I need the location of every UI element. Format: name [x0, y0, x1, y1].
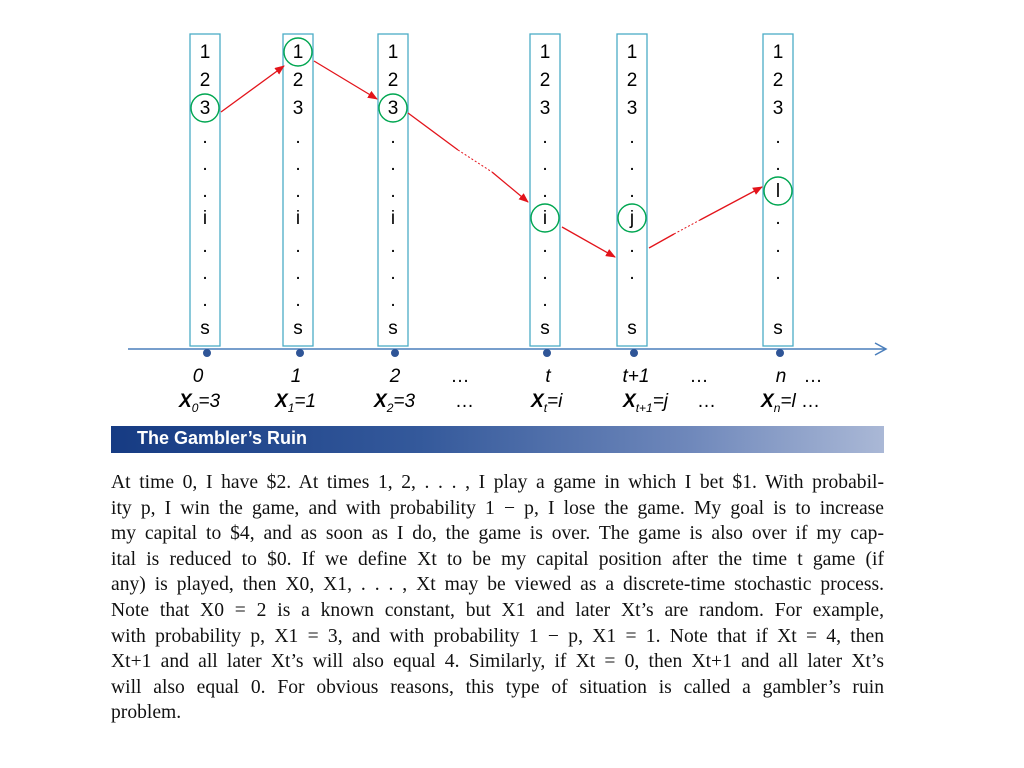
state-label: i: [390, 208, 396, 229]
x-label-t-plus-1: $X_{t+1}=j$: [623, 391, 669, 415]
state-label: .: [629, 154, 635, 175]
state-label: i: [542, 208, 548, 229]
state-label: 2: [292, 70, 304, 91]
paragraph-line: Note that X0 = 2 is a known constant, but X1 and later Xt’s are random. For example,: [111, 599, 884, 621]
x-label-0: $X_0=3$: [179, 391, 221, 415]
state-label: .: [542, 181, 548, 202]
state-label: 1: [292, 42, 304, 63]
state-label: .: [202, 236, 208, 257]
state-label: 2: [199, 70, 211, 91]
state-label: .: [295, 263, 301, 284]
time-label-t-plus-1: t+1: [622, 366, 650, 387]
paragraph-line: any) is played, then X0, X1, . . . , Xt may be viewed as a discrete-time stochastic process.: [111, 574, 884, 596]
time-ellipsis-2: …: [689, 366, 709, 387]
state-label: 2: [539, 70, 551, 91]
state-label: 3: [539, 98, 551, 119]
state-label: .: [542, 154, 548, 175]
state-label: .: [390, 154, 396, 175]
state-label: .: [390, 290, 396, 311]
state-label: 1: [387, 42, 399, 63]
x-label-2: $X_2=3$: [374, 391, 416, 415]
state-label: .: [775, 154, 781, 175]
time-label-n: n: [775, 366, 787, 387]
state-label: .: [390, 236, 396, 257]
state-label: s: [388, 318, 398, 339]
state-label: .: [390, 127, 396, 148]
state-label: 1: [772, 42, 784, 63]
time-label-t: t: [545, 366, 551, 387]
paragraph-line: ital is reduced to $0. If we define Xt to be my capital position after the time t game (if: [111, 548, 884, 570]
state-label: 1: [539, 42, 551, 63]
banner-title: The Gambler’s Ruin: [137, 428, 308, 448]
time-point-dot: [296, 349, 304, 357]
time-point-dot: [776, 349, 784, 357]
state-label: 1: [199, 42, 211, 63]
x-label-n: $X_n=l$: [761, 391, 796, 415]
state-label: .: [390, 181, 396, 202]
paragraph-line: Xt+1 and all later Xt’s will also equal 4. Similarly, if Xt = 0, then Xt+1 and all later Xt’s: [111, 651, 884, 673]
state-label: i: [295, 208, 301, 229]
state-label: 2: [626, 70, 638, 91]
x-ellipsis-3: …: [801, 391, 820, 412]
state-label: s: [540, 318, 550, 339]
state-label: .: [629, 127, 635, 148]
transition-arrow-1-2: [314, 61, 377, 99]
state-label: s: [200, 318, 210, 339]
paragraph-line: At time 0, I have $2. At times 1, 2, . . . , I play a game in which I bet $1. With probabil-: [111, 472, 884, 493]
state-label: 2: [387, 70, 399, 91]
state-label: j: [629, 208, 635, 229]
state-label: .: [629, 263, 635, 284]
state-label: .: [295, 290, 301, 311]
state-label: 3: [292, 98, 304, 119]
time-point-dot: [543, 349, 551, 357]
section-banner: [111, 426, 884, 453]
state-label: .: [202, 127, 208, 148]
state-label: .: [629, 181, 635, 202]
state-label: 3: [772, 98, 784, 119]
state-label: .: [202, 290, 208, 311]
transition-arrow-2-3a: [408, 113, 458, 150]
x-ellipsis-2: …: [697, 391, 716, 412]
transition-arrow-2-3c: [492, 172, 528, 202]
state-label: l: [775, 181, 781, 202]
state-label: .: [542, 263, 548, 284]
state-label: .: [542, 236, 548, 257]
x-ellipsis-1: …: [455, 391, 474, 412]
state-label: .: [295, 181, 301, 202]
time-label-1: 1: [290, 366, 302, 387]
paragraph-line: with probability p, X1 = 3, and with probability 1 − p, X1 = 1. Note that if Xt = 4, then: [111, 625, 884, 647]
state-label: 2: [772, 70, 784, 91]
transition-arrow-4-5a: [649, 234, 674, 248]
time-point-dot: [630, 349, 638, 357]
time-point-dot: [391, 349, 399, 357]
state-label: s: [293, 318, 303, 339]
paragraph-line: will also equal 0. For obvious reasons, this type of situation is called a gambler’s ruin: [111, 676, 884, 698]
state-label: s: [627, 318, 637, 339]
time-ellipsis-1: …: [450, 366, 470, 387]
time-label-0: 0: [192, 366, 204, 387]
state-label: .: [775, 208, 781, 229]
x-label-t: $X_t=i$: [531, 391, 563, 415]
state-label: s: [773, 318, 783, 339]
state-label: .: [542, 290, 548, 311]
state-label: .: [390, 263, 396, 284]
state-label: .: [542, 127, 548, 148]
transition-arrow-0-1: [221, 66, 284, 112]
state-label: .: [629, 236, 635, 257]
time-point-dot: [203, 349, 211, 357]
state-label: 3: [626, 98, 638, 119]
state-label: 1: [626, 42, 638, 63]
transition-arrow-2-3b: [458, 150, 492, 172]
transition-arrow-4-5c: [700, 187, 762, 220]
state-label: .: [295, 236, 301, 257]
state-label: .: [295, 127, 301, 148]
state-label: .: [202, 263, 208, 284]
paragraph-line: ity p, I win the game, and with probability 1 − p, I lose the game. My goal is to increase: [111, 497, 884, 519]
time-ellipsis-3: …: [803, 366, 823, 387]
state-label: .: [775, 263, 781, 284]
state-label: .: [775, 236, 781, 257]
transition-arrow-3-4: [562, 227, 615, 257]
state-label: .: [775, 127, 781, 148]
x-label-1: $X_1=1$: [275, 391, 317, 415]
time-label-2: 2: [389, 366, 401, 387]
state-label: .: [202, 154, 208, 175]
state-label: .: [295, 154, 301, 175]
paragraph-line: problem.: [111, 702, 182, 724]
state-label: i: [202, 208, 208, 229]
paragraph-line: my capital to $4, and as soon as I do, the game is over. The game is also over if my cap-: [111, 523, 884, 545]
state-label: 3: [387, 98, 399, 119]
description-paragraph: [111, 470, 884, 726]
state-label: 3: [199, 98, 211, 119]
state-label: .: [202, 181, 208, 202]
transition-arrow-4-5b: [674, 220, 700, 234]
